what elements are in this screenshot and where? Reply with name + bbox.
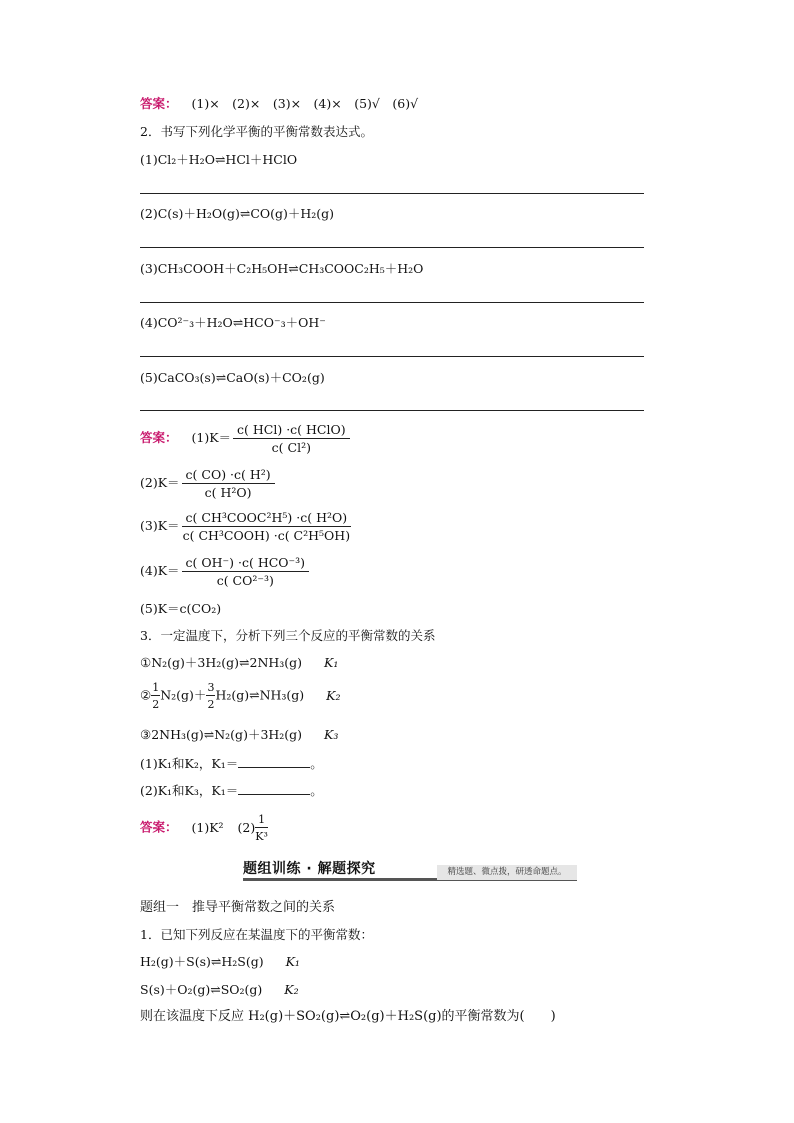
q1-answer-line [140,96,418,112]
q3-answer-1: (1)K² [191,819,224,835]
q3-reaction-1 [140,655,338,671]
q3-answer [140,812,268,844]
q2-item-3: (3)CH₃COOH＋C₂H₅OH⇌CH₃COOC₂H₅＋H₂O [140,261,424,276]
q2-answer-3 [140,510,353,543]
q2-item-1: (1)Cl₂＋H₂O⇌HCl＋HClO [140,152,298,167]
answer-label: 答案： [140,430,178,445]
fraction [233,422,350,455]
fraction-denominator: c( CH³COOH) ·c( C²H⁵OH) [182,528,351,543]
fraction-numerator: 3 [207,681,215,694]
fraction [182,510,352,543]
fraction-numerator: 1 [255,812,268,828]
answer-blank-line [140,302,644,303]
equilibrium-constant: K₃ [324,727,339,742]
fraction-numerator: 1 [152,681,160,694]
q2-answer-1 [140,422,352,455]
period: 。 [310,756,323,771]
answer-blank-line [140,193,644,194]
fraction-denominator: K³ [255,830,268,843]
answer-label: 答案： [140,819,178,835]
fraction-numerator: c( CH³COOC²H⁵) ·c( H²O) [182,510,352,527]
p1-reaction-2 [140,982,299,998]
q2-item-4: (4)CO²⁻₃＋H₂O⇌HCO⁻₃＋OH⁻ [140,315,326,330]
reaction-number: ② [140,687,152,703]
reaction-text: H₂(g)＋S(s)⇌H₂S(g) [140,954,264,969]
answer-prefix: (4)K＝ [140,563,180,578]
period: 。 [310,783,323,798]
fraction-denominator: c( Cl²) [271,440,311,455]
p1-title: 1．已知下列反应在某温度下的平衡常数： [140,927,373,942]
fraction-denominator: c( H²O) [204,485,252,500]
q2-answer-2 [140,467,277,500]
q3-reaction-3 [140,727,338,743]
p1-question: 则在该温度下反应 H₂(g)＋SO₂(g)⇌O₂(g)＋H₂S(g)的平衡常数为( ) [140,1009,556,1024]
fraction-denominator: 2 [152,698,160,711]
answer-blank-line [140,247,644,248]
fraction-denominator: 2 [207,698,215,711]
reaction-text: ③2NH₃(g)⇌N₂(g)＋3H₂(g) [140,727,303,742]
reaction-text: S(s)＋O₂(g)⇌SO₂(g) [140,982,263,997]
q2-answer-5: (5)K＝c(CO₂) [140,601,222,616]
fraction-numerator: c( OH⁻) ·c( HCO⁻³) [182,555,309,572]
answer-prefix: (2)K＝ [140,475,180,490]
answer-label: 答案： [140,96,178,111]
fraction [151,680,160,712]
fraction [182,555,309,588]
q3-title: 3．一定温度下，分析下列三个反应的平衡常数的关系 [140,628,436,643]
q2-answer-4 [140,555,311,588]
banner-title: 题组训练 · 解题探究 [243,861,376,877]
q3-sub-2 [140,782,323,799]
q3-sub-1 [140,755,323,772]
q2-item-2: (2)C(s)＋H₂O(g)⇌CO(g)＋H₂(g) [140,206,335,221]
equilibrium-constant: K₁ [324,655,339,670]
q3-reaction-2 [140,680,341,712]
fraction-numerator: c( HCl) ·c( HClO) [233,422,350,439]
fraction [182,467,275,500]
answer-prefix: (1)K＝ [191,430,232,445]
reaction-text: N₂(g)＋ [160,687,207,703]
banner-tag: 精选题、微点拨，研透命题点。 [437,865,577,880]
answer-prefix: (3)K＝ [140,518,180,533]
fraction-numerator: c( CO) ·c( H²) [182,467,275,484]
p1-reaction-1 [140,954,300,970]
reaction-text: H₂(g)⇌NH₃(g) [215,687,305,703]
equilibrium-constant: K₂ [284,982,299,997]
fraction-denominator: c( CO²⁻³) [216,573,274,588]
sub-question-text: (1)K₁和K₂，K₁＝ [140,756,239,771]
answer-blank-line [140,410,644,411]
q3-answer-2-prefix: (2) [237,819,256,835]
section-banner [243,858,577,883]
q1-answer-text: (1)× (2)× (3)× (4)× (5)√ (6)√ [191,96,419,111]
answer-blank-line [140,356,644,357]
fill-in-blank [238,755,310,768]
equilibrium-constant: K₁ [285,954,300,969]
equilibrium-constant: K₂ [326,687,341,703]
sub-question-text: (2)K₁和K₃，K₁＝ [140,783,239,798]
fill-in-blank [238,782,310,795]
q2-title: 2．书写下列化学平衡的平衡常数表达式。 [140,124,373,139]
q2-item-5: (5)CaCO₃(s)⇌CaO(s)＋CO₂(g) [140,370,325,385]
reaction-text: ①N₂(g)＋3H₂(g)⇌2NH₃(g) [140,655,303,670]
fraction [255,812,268,844]
group-title: 题组一 推导平衡常数之间的关系 [140,900,336,915]
